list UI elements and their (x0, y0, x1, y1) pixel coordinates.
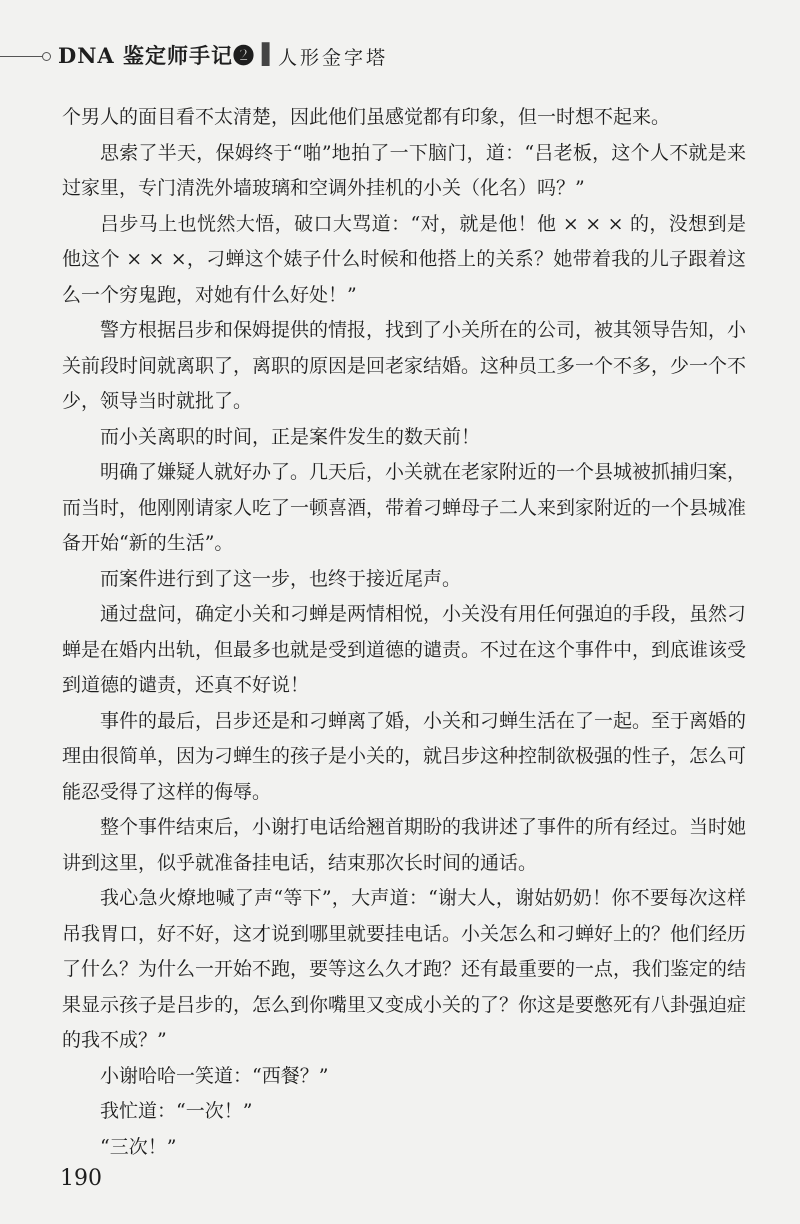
header-rule (0, 56, 44, 57)
header-separator: ▌ (262, 42, 278, 66)
page-number: 190 (60, 1166, 102, 1191)
running-header (0, 36, 800, 76)
paragraph-10: 整个事件结束后，小谢打电话给翘首期盼的我讲述了事件的所有经过。当时她讲到这里，似乎就准备挂电话，结束那次长时间的通话。 (62, 816, 747, 874)
paragraph-4: 警方根据吕步和保姆提供的情报，找到了小关所在的公司，被其领导告知，小关前段时间就离职了，离职的原因是回老家结婚。这种员工多一个不多，少一个不少，领导当时就批了。 (62, 319, 747, 412)
page-body (62, 100, 746, 1165)
paragraph-8: 通过盘问，确定小关和刁蝉是两情相悦，小关没有用任何强迫的手段，虽然刁蝉是在婚内出轨，但最多也就是受到道德的谴责。不过在这个事件中，到底谁该受到道德的谴责，还真不好说！ (62, 603, 747, 696)
paragraph-6: 明确了嫌疑人就好办了。几天后，小关就在老家附近的一个县城被抓捕归案，而当时，他刚刚请家人吃了一顿喜酒，带着刁蝉母子二人来到家附近的一个县城准备开始“新的生活”。 (62, 461, 747, 554)
paragraph-12: 小谢哈哈一笑道：“西餐？” (100, 1064, 329, 1087)
paragraph-2: 思索了半天，保姆终于“啪”地拍了一下脑门，道：“吕老板，这个人不就是来过家里，专门清洗外墙玻璃和空调外挂机的小关（化名）吗？” (62, 141, 746, 199)
paragraph-14: “三次！” (100, 1135, 177, 1158)
paragraph-11: 我心急火燎地喊了声“等下”，大声道：“谢大人，谢姑奶奶！你不要每次这样吊我胃口，好不好，这才说到哪里就要挂电话。小关怎么和刁蝉好上的？他们经历了什么？为什么一开始不跑，要等这么久才跑？还有最重要的一点，我们鉴定的结果显示孩子是吕步的，怎么到你嘴里又变成小关的了？你这是要憋死有八卦强迫症的我不成？” (62, 887, 747, 1051)
paragraph-9: 事件的最后，吕步还是和刁蝉离了婚，小关和刁蝉生活在了一起。至于离婚的理由很简单，因为刁蝉生的孩子是小关的，就吕步这种控制欲极强的性子，怎么可能忍受得了这样的侮辱。 (62, 709, 747, 803)
paragraph-7: 而案件进行到了这一步，也终于接近尾声。 (100, 567, 462, 590)
paragraph-13: 我忙道：“一次！” (100, 1100, 253, 1122)
header-dot-ornament (42, 52, 51, 61)
paragraph-5: 而小关离职的时间，正是案件发生的数天前！ (100, 425, 481, 448)
book-subtitle: 人形金字塔 (278, 47, 389, 69)
paragraph-1: 个男人的面目看不太清楚，因此他们虽感觉都有印象，但一时想不起来。 (62, 106, 671, 128)
book-title: DNA 鉴定师手记❷ (58, 43, 256, 68)
paragraph-3: 吕步马上也恍然大悟，破口大骂道：“对，就是他！他 × × × 的，没想到是他这个 × × ×，刁蝉这个婊子什么时候和他搭上的关系？她带着我的儿子跟着这么一个穷鬼跑，对她有什么好处！” (62, 212, 746, 306)
